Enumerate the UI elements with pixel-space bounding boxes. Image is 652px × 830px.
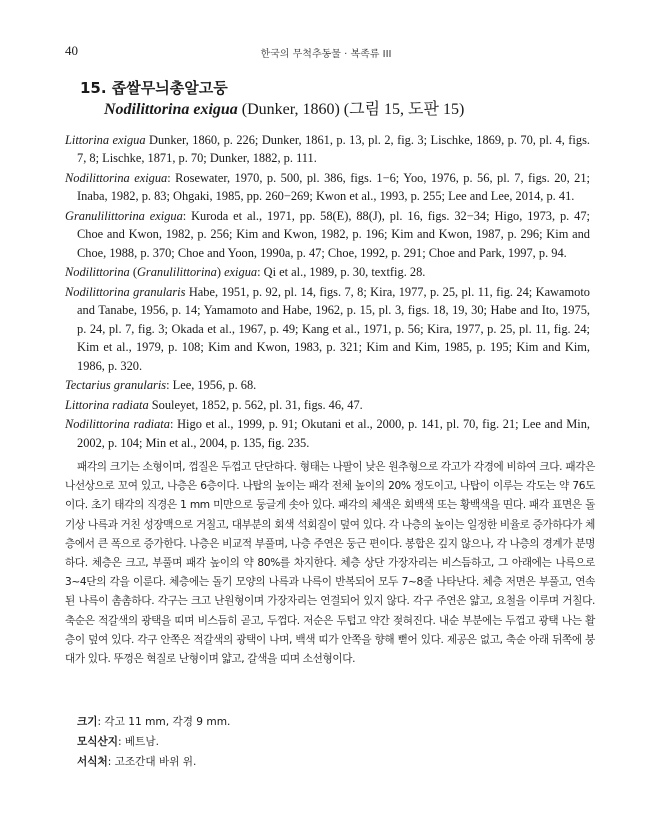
synonym-refs: Dunker, 1860, p. 226; Dunker, 1861, p. 13, pl. 2, fig. 3; Lischke, 1869, p. 70, pl. 4, figs. 7, 8; Lischke, 1871, p. 70; Dunker, 1882, p. 111. — [77, 133, 590, 166]
synonym-entry — [65, 415, 590, 452]
description-paragraph: 패각의 크기는 소형이며, 껍질은 두껍고 단단하다. 형태는 나팔이 낮은 원추형으로 각고가 각경에 비하여 크다. 패각은 나선상으로 꼬여 있고, 나층은 6층이다. 나탑의 높이는 패각 전체 높이의 20% 정도이고, 나탑이 이루는 각도는 약 76도이다. 초기 태각의 직경은 1 mm 미만으로 둥글게 솟아 있다. 패각의 체색은 회백색 또는 황백색을 띤다. 패각 표면은 돌기상 나륵과 거친 성장맥으로 거칠고, 대부분의 회색 석회질이 덮여 있다. 각 나층의 높이는 일정한 비율로 증가하다가 체층에서 큰 폭으로 증가한다. 나층은 비교적 부풀며, 나층 주연은 둥근 편이다. 봉합은 깊지 않으나, 각 나층의 경계가 분명하다. 체층은 크고, 부풀며 패각 높이의 약 80%를 차지한다. 체층 상단 가장자리는 비스듬하고, 그 아래에는 나륵으로 3~4단의 각을 이룬다. 체층에는 돌기 모양의 나륵과 나륵이 반복되어 모두 7~8줄 나타난다. 체층 저면은 부풀고, 연속된 나륵이 촘촘하다. 각구는 크고 난원형이며 가장자리는 연결되어 있지 않다. 각구 주연은 얇고, 요철을 이루며 거칠다. 축순은 적갈색의 광택을 띠며 비스듬히 곧고, 두껍다. 저순은 두텁고 약간 젖혀진다. 내순 부분에는 두껍고 광택 나는 활층이 덮여 있다. 각구 안쪽은 적갈색의 광택이 나며, 백색 띠가 안쪽을 향해 뻗어 있다. 제공은 없고, 축순 아래 뒤쪽에 붕대가 있다. 뚜껑은 혁질로 난형이며 얇고, 갈색을 띠며 소선형이다. — [65, 461, 595, 666]
synonym-refs: Souleyet, 1852, p. 562, pl. 31, figs. 46, 47. — [148, 397, 363, 412]
synonym-entry — [65, 207, 590, 262]
synonym-name: Granulilittorina exigua — [65, 209, 183, 223]
synonym-paren-open: ( — [129, 265, 137, 280]
habitat-label: 서식처 — [77, 756, 108, 768]
synonym-refs: : Lee, 1956, p. 68. — [166, 378, 257, 393]
figure-reference: (그림 15, 도판 15) — [343, 101, 465, 118]
synonym-entry — [65, 169, 590, 206]
synonym-epithet: exigua — [224, 265, 258, 280]
habitat-value: : 고조간대 바위 위. — [107, 756, 197, 768]
synonym-refs: : Qi et al., 1989, p. 30, textfig. 28. — [257, 265, 426, 280]
synonym-entry — [65, 263, 590, 281]
size-line — [77, 712, 230, 732]
synonym-name: Littorina exigua — [65, 133, 146, 147]
synonym-paren-close: ) — [216, 265, 225, 280]
synonym-subgenus: Granulilittorina — [136, 265, 217, 280]
synonym-name: Nodilittorina exigua — [65, 171, 168, 185]
species-number-title: 15. 좁쌀무늬총알고둥 — [80, 79, 228, 97]
synonym-entry — [65, 376, 590, 394]
authority: (Dunker, 1860) — [237, 101, 344, 118]
page-number: 40 — [65, 43, 78, 58]
size-label: 크기 — [77, 716, 98, 728]
synonym-name: Tectarius granularis — [65, 378, 167, 393]
type-locality-label: 모식산지 — [77, 736, 118, 748]
synonym-name: Nodilittorina — [65, 265, 130, 280]
synonym-name: Nodilittorina radiata — [65, 417, 170, 432]
synonym-refs: : Rosewater, 1970, p. 500, pl. 386, figs. 1−6; Yoo, 1976, p. 56, pl. 7, figs. 20, 21; Inaba, 1982, p. 83; Ohgaki, 1985, pp. 260−269; Kwon et al., 1993, p. 255; Lee and Lee, 2014, p. 41. — [77, 171, 590, 204]
habitat-line — [77, 752, 230, 772]
synonym-name: Littorina radiata — [65, 397, 149, 412]
synonym-name: Nodilittorina granularis — [65, 285, 186, 299]
species-scientific-line — [104, 96, 464, 119]
synonym-refs: : Higo et al., 1999, p. 91; Okutani et al., 2000, p. 141, pl. 70, fig. 21; Lee and Min, 2002, p. 104; Min et al., 2004, p. 135, fig. 235. — [77, 417, 590, 450]
scientific-name: Nodilittorina exigua — [104, 101, 238, 118]
running-title: 한국의 무척추동물 · 복족류 III — [260, 49, 392, 60]
synonym-refs: : Kuroda et al., 1971, pp. 58(E), 88(J), pl. 16, figs. 32−34; Higo, 1973, p. 47; Choe and Kwon, 1982, p. 256; Kim and Kwon, 1982, p. 196; Kim and Kwon, 1987, p. 296; Kim and Choe, 1988, p. 370; Choe and Yoon, 1990a, p. 47; Choe, 1992, p. 291; Choe and Park, 1997, p. 94. — [77, 209, 590, 260]
synonym-entry — [65, 283, 590, 375]
facts-block — [77, 712, 230, 772]
type-locality-line — [77, 732, 230, 752]
synonymy-list — [65, 131, 590, 453]
synonym-entry — [65, 396, 590, 414]
synonym-refs: Habe, 1951, p. 92, pl. 14, figs. 7, 8; Kira, 1977, p. 25, pl. 11, fig. 24; Kawamoto and Tanabe, 1956, p. 14; Yamamoto and Habe, 1962, p. 15, pl. 3, figs. 18, 19, 30; Habe and Ito, 1975, p. 24, pl. 7, fig. 3; Okada et al., 1967, p. 49; Kang et al., 1971, p. 56; Kira, 1977, p. 25, pl. 11, fig. 24; Kim et al., 1979, p. 108; Kim and Kwon, 1983, p. 321; Kim and Kim, 1985, p. 195; Kim and Kim, 1986, p. 320. — [77, 285, 590, 373]
size-value: : 각고 11 mm, 각경 9 mm. — [97, 716, 231, 728]
synonym-entry — [65, 131, 590, 168]
type-locality-value: : 베트남. — [117, 736, 159, 748]
